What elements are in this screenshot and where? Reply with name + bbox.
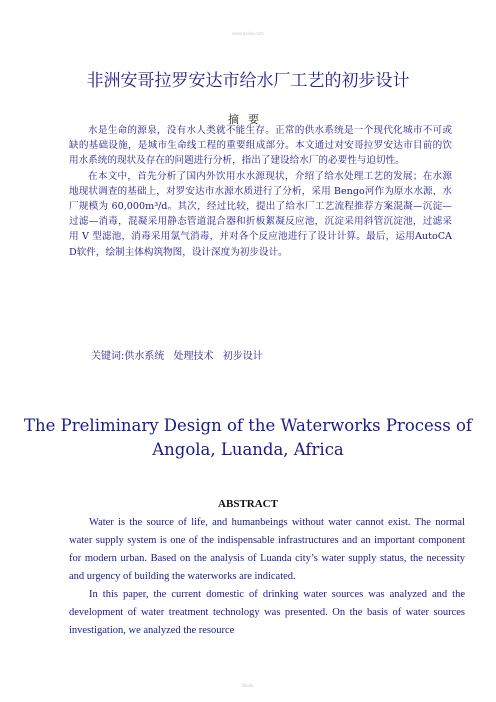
header-watermark: www.baidu.com bbox=[232, 31, 264, 36]
english-title: The Preliminary Design of the Waterworks Process of Angola, Luanda, Africa bbox=[24, 416, 472, 459]
keywords-label: 关键词: bbox=[91, 351, 125, 362]
keywords-list: 供水系统 处理技术 初步设计 bbox=[124, 351, 263, 362]
chinese-keywords bbox=[91, 347, 263, 362]
english-paragraph: Water is the source of life, and humanbeings without water cannot exist. The normal water supply system is one of the indispensable infrastructures and an important component for modern urban. Based on the analysis of Luanda city’s water supply status, the necessity and urgency of building the waterworks are indicated. bbox=[69, 517, 465, 582]
english-abstract-heading: ABSTRACT bbox=[218, 498, 278, 510]
chinese-title: 非洲安哥拉罗安达市给水厂工艺的初步设计 bbox=[86, 71, 410, 91]
english-abstract-body bbox=[69, 514, 465, 640]
chinese-abstract-body bbox=[69, 123, 452, 260]
chinese-paragraph: 水是生命的源泉，没有水人类就不能生存。正常的供水系统是一个现代化城市不可或缺的基础设施，是城市生命线工程的重要组成部分。本文通过对安哥拉罗安达市目前的饮用水系统的现状及存在的问题进行分析，指出了建设给水厂的必要性与迫切性。 bbox=[69, 125, 452, 167]
english-paragraph: In this paper, the current domestic of drinking water sources was analyzed and the development of water treatment technology was presented. On the basis of water sources investigation, we analyzed the resource bbox=[69, 589, 465, 636]
footer-watermark: Baidu bbox=[242, 683, 254, 688]
chinese-abstract-heading: 摘要 bbox=[228, 113, 268, 126]
chinese-paragraph: 在本文中，首先分析了国内外饮用水水源现状，介绍了给水处理工艺的发展；在水源地现状调查的基础上，对罗安达市水源水质进行了分析，采用 Bengo河作为原水水源，水厂规模为 60,000m³/d。其次，经过比较，提出了给水厂工艺流程推荐方案混凝—沉淀—过滤—消毒，混凝采用静态管道混合器和折板絮凝反应池，沉淀采用斜管沉淀池，过滤采用 V 型滤池，消毒采用氯气消毒，并对各个反应池进行了设计计算。最后，运用AutoCAD软件，绘制主体构筑物图，设计深度为初步设计。 bbox=[69, 170, 452, 258]
